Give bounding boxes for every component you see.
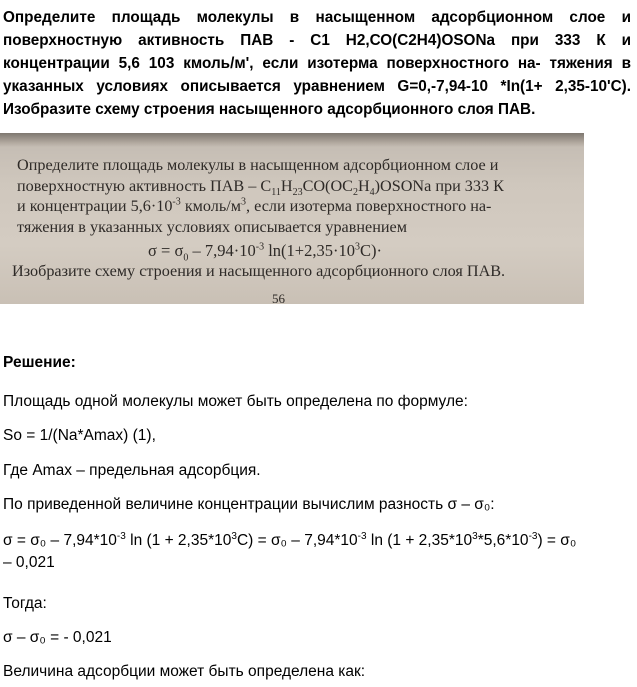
solution-heading: Решение: (3, 354, 76, 371)
solution-paragraph-4: Тогда: (3, 595, 47, 612)
photo-problem-text-2: Изобразите схему строения и насыщенного адсорбционного слоя ПАВ. (12, 262, 506, 280)
task-statement: Определите площадь молекулы в насыщенном адсорбционном слое и поверхностную активность ПАВ - С1 Н2,СО(С2Н4)OSONa при 333 К и концентрации 5,6 103 кмоль/м', если изотерма поверхностного на- тяжения в указанных условиях описывается уравнением G=0,-7,94-10 *In(1+ 2,35-10'С). Изобразите схему строения насыщенного адсорбционного слоя ПАВ. (3, 9, 631, 118)
solution-equation: $\sigma = \sigma_0 - 7,94*10^{-3}$ $\ln (1 + 2,35*10^3С) = \sigma_0 - 7,94*10^{-3}$ $\ln (1 + 2,35*10^3*5,6*10^{-3}) = \sigma_0$ – 0,021 (3, 530, 577, 571)
photo-shadow (0, 133, 584, 147)
textbook-photo (0, 133, 584, 304)
photo-formula: $\sigma = \sigma_0 - 7,94\cdot 10^{-3}$ $\ln(1+2,35\cdot 10^3C)\cdot$ (148, 241, 382, 264)
solution-formula-2: σ – σ₀ = - 0,021 (3, 629, 112, 646)
solution-paragraph-5: Величина адсорбции может быть определена как: (3, 663, 366, 680)
solution-formula-1: So = 1/(Na*Amax) (1), (3, 427, 156, 444)
solution-paragraph-2: Где Amax – предельная адсорбция. (3, 462, 261, 479)
solution-paragraph-3: По приведенной величине концентрации вычислим разность σ – σ₀: (3, 496, 495, 513)
solution-paragraph-1: Площадь одной молекулы может быть определена по формуле: (3, 393, 468, 410)
photo-page-number: 56 (272, 291, 285, 304)
photo-problem-text: Определите площадь молекулы в насыщенном адсорбционном слое и поверхностную активность ПАВ – $C_{11}H_{23}CO(OC_2H_4)OSONa$ при 333 К и концентрации $5,6\cdot 10^{-3}$ кмоль/$м^3$, если изотерма поверхностного на- тяжения в указанных условиях описывается уравнением (17, 156, 504, 236)
